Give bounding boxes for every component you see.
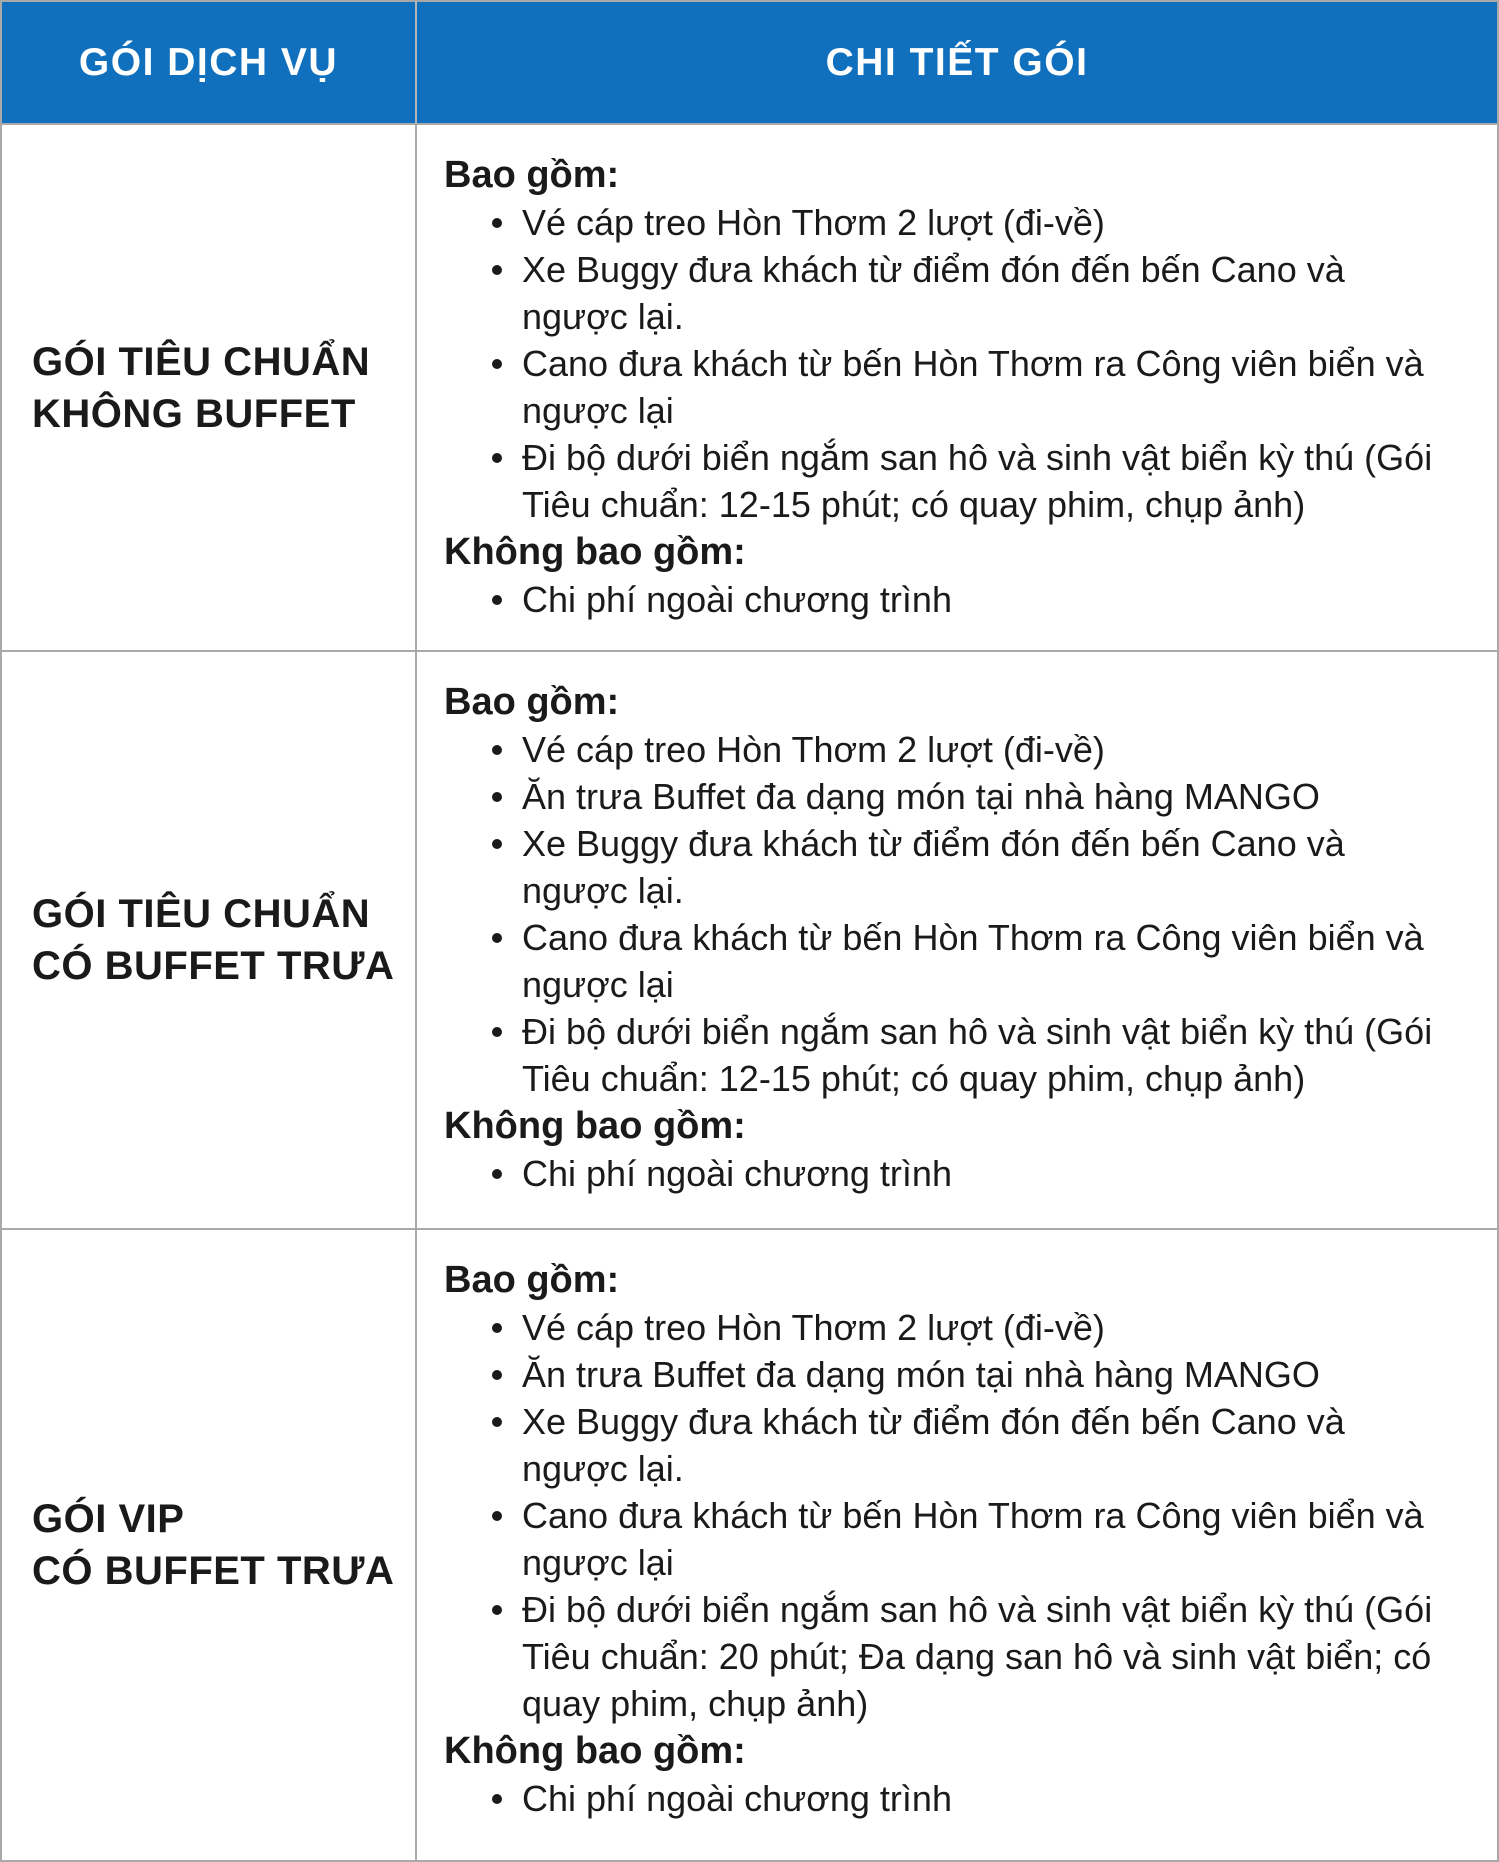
table-row-standard-no-buffet bbox=[2, 123, 1497, 650]
package-name-line: KHÔNG BUFFET bbox=[32, 391, 356, 436]
table-row-standard-with-buffet bbox=[2, 650, 1497, 1228]
table-header-row bbox=[2, 2, 1497, 123]
excludes-heading: Không bao gồm: bbox=[444, 1105, 746, 1147]
package-name-cell bbox=[2, 652, 417, 1228]
excludes-list bbox=[444, 576, 1442, 623]
package-name-cell bbox=[2, 125, 417, 650]
bullet-item: Chi phí ngoài chương trình bbox=[444, 576, 1442, 623]
excludes-heading: Không bao gồm: bbox=[444, 531, 746, 573]
bullet-item: Đi bộ dưới biển ngắm san hô và sinh vật biển kỳ thú (Gói Tiêu chuẩn: 20 phút; Đa dạng san hô và sinh vật biển; có quay phim, chụp ảnh) bbox=[444, 1586, 1442, 1727]
package-name bbox=[32, 336, 370, 440]
bullet-item: Cano đưa khách từ bến Hòn Thơm ra Công viên biển và ngược lại bbox=[444, 1492, 1442, 1586]
includes-heading: Bao gồm: bbox=[444, 1259, 620, 1301]
excludes-heading: Không bao gồm: bbox=[444, 1730, 746, 1772]
includes-list bbox=[444, 1304, 1442, 1727]
includes-list bbox=[444, 199, 1442, 528]
table-row-vip-with-buffet bbox=[2, 1228, 1497, 1860]
package-details-cell bbox=[417, 652, 1497, 1228]
package-details-cell bbox=[417, 125, 1497, 650]
bullet-item: Chi phí ngoài chương trình bbox=[444, 1150, 1442, 1197]
bullet-item: Đi bộ dưới biển ngắm san hô và sinh vật biển kỳ thú (Gói Tiêu chuẩn: 12-15 phút; có quay phim, chụp ảnh) bbox=[444, 1008, 1442, 1102]
excludes-list bbox=[444, 1775, 1442, 1822]
bullet-item: Cano đưa khách từ bến Hòn Thơm ra Công viên biển và ngược lại bbox=[444, 340, 1442, 434]
package-name bbox=[32, 888, 394, 992]
bullet-item: Cano đưa khách từ bến Hòn Thơm ra Công viên biển và ngược lại bbox=[444, 914, 1442, 1008]
package-name-line: CÓ BUFFET TRƯA bbox=[32, 1549, 395, 1593]
package-name-line: GÓI VIP bbox=[32, 1497, 185, 1541]
bullet-item: Ăn trưa Buffet đa dạng món tại nhà hàng MANGO bbox=[444, 773, 1442, 820]
bullet-item: Xe Buggy đưa khách từ điểm đón đến bến Cano và ngược lại. bbox=[444, 246, 1442, 340]
bullet-item: Chi phí ngoài chương trình bbox=[444, 1775, 1442, 1822]
package-name-cell bbox=[2, 1230, 417, 1860]
bullet-item: Ăn trưa Buffet đa dạng món tại nhà hàng MANGO bbox=[444, 1351, 1442, 1398]
package-details-cell bbox=[417, 1230, 1497, 1860]
bullet-item: Xe Buggy đưa khách từ điểm đón đến bến Cano và ngược lại. bbox=[444, 1398, 1442, 1492]
bullet-item: Đi bộ dưới biển ngắm san hô và sinh vật biển kỳ thú (Gói Tiêu chuẩn: 12-15 phút; có quay phim, chụp ảnh) bbox=[444, 434, 1442, 528]
package-name-line: CÓ BUFFET TRƯA bbox=[32, 944, 395, 988]
column-header-package-details: CHI TIẾT GÓI bbox=[825, 40, 1089, 84]
includes-heading: Bao gồm: bbox=[444, 154, 620, 196]
excludes-list bbox=[444, 1150, 1442, 1197]
bullet-item: Vé cáp treo Hòn Thơm 2 lượt (đi-về) bbox=[444, 726, 1442, 773]
package-name-line: GÓI TIÊU CHUẨN bbox=[32, 339, 371, 384]
includes-heading: Bao gồm: bbox=[444, 681, 620, 723]
bullet-item: Vé cáp treo Hòn Thơm 2 lượt (đi-về) bbox=[444, 1304, 1442, 1351]
column-header-service-package: GÓI DỊCH VỤ bbox=[2, 2, 417, 123]
bullet-item: Xe Buggy đưa khách từ điểm đón đến bến Cano và ngược lại. bbox=[444, 820, 1442, 914]
bullet-item: Vé cáp treo Hòn Thơm 2 lượt (đi-về) bbox=[444, 199, 1442, 246]
package-name bbox=[32, 1493, 394, 1597]
includes-list bbox=[444, 726, 1442, 1102]
package-name-line: GÓI TIÊU CHUẨN bbox=[32, 892, 371, 936]
